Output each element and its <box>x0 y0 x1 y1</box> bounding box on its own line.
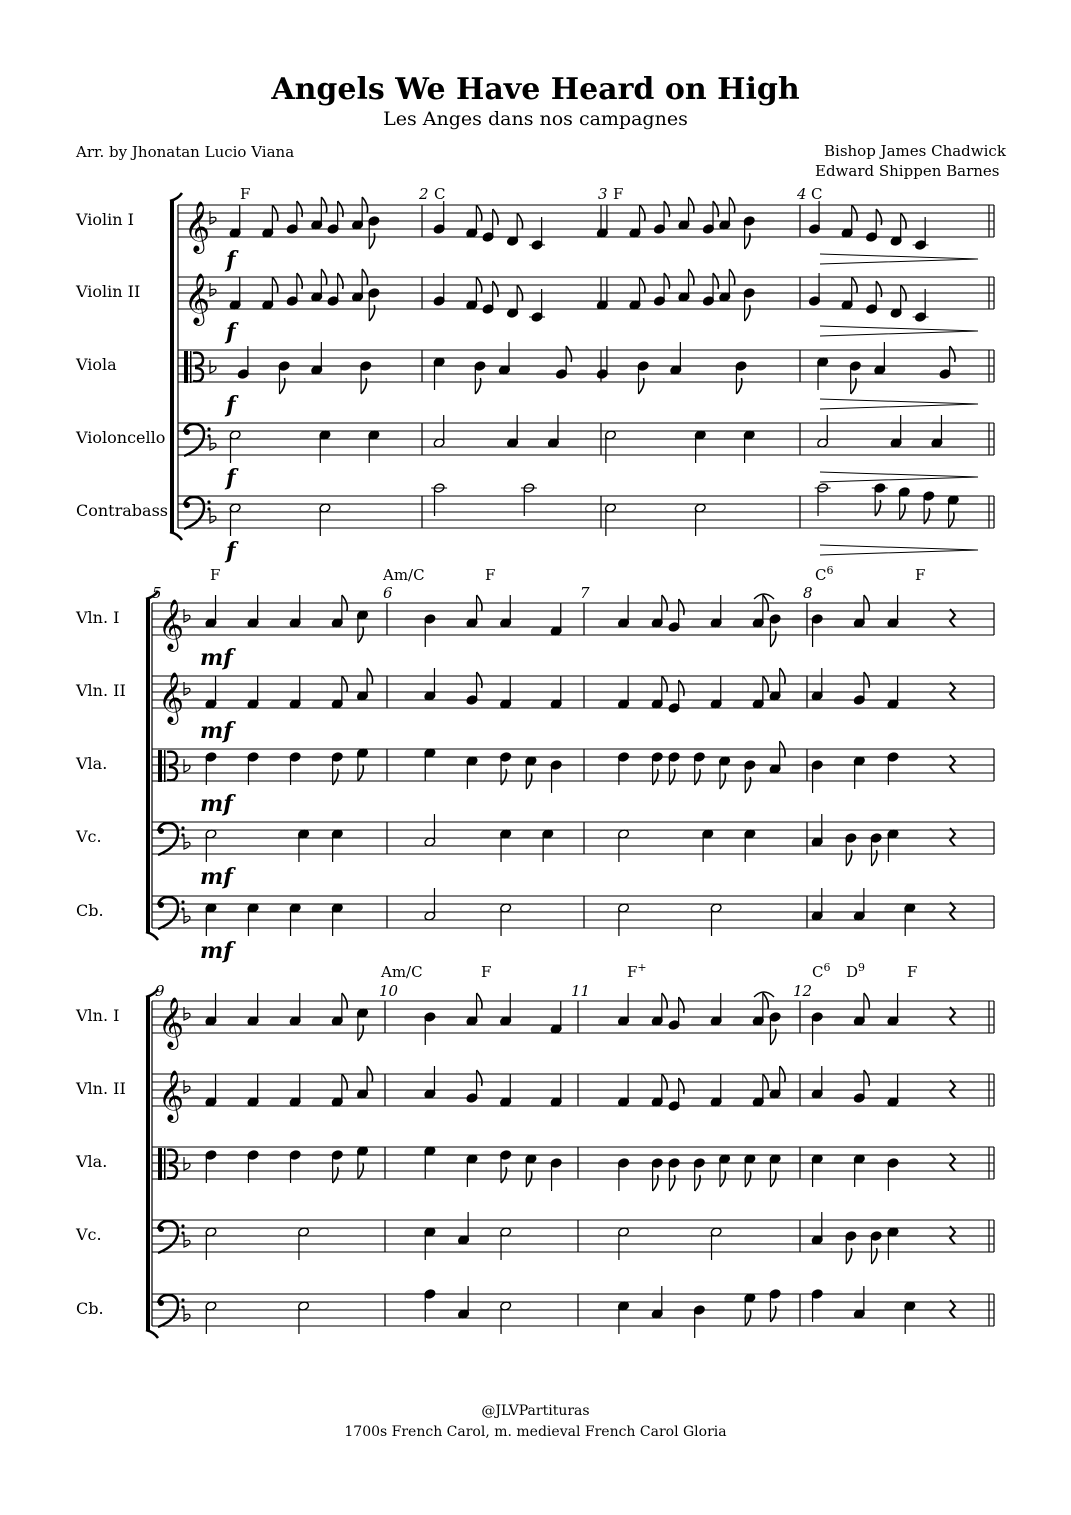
composer-credit: Bishop James Chadwick <box>824 142 1006 160</box>
system-2 <box>75 564 994 964</box>
note-flag <box>653 1175 658 1191</box>
note-flag <box>770 631 775 647</box>
chord-symbol: $D^9$ <box>846 961 866 981</box>
note-flag <box>333 769 338 785</box>
measure-number: 8 <box>803 584 813 602</box>
note-flag <box>501 1167 506 1183</box>
note-flag <box>664 273 669 289</box>
note-flag <box>338 201 343 217</box>
dynamic-marking: mf <box>200 864 233 890</box>
bass-clef-icon <box>158 823 178 855</box>
note-flag <box>475 378 480 394</box>
note-flag <box>369 233 374 249</box>
dynamic-marking: f <box>226 538 236 564</box>
quarter-rest <box>950 828 955 846</box>
footer-handle: @JLVPartituras <box>481 1403 590 1419</box>
note-flag <box>872 850 877 866</box>
note-flag <box>477 1070 482 1086</box>
quarter-rest <box>950 902 955 920</box>
staff <box>152 1066 994 1123</box>
dynamic-marking: f <box>226 319 236 345</box>
instrument-label: Vc. <box>76 1225 102 1244</box>
instrument-label: Vla. <box>76 1152 108 1171</box>
measure-number: 12 <box>793 982 813 1000</box>
note-flag <box>695 769 700 785</box>
quarter-rest <box>950 609 955 627</box>
staff <box>178 415 994 463</box>
note-flag <box>369 305 374 321</box>
measure-number: 3 <box>598 185 608 203</box>
chord-symbol: F <box>240 185 251 203</box>
note-flag <box>669 769 674 785</box>
dynamic-marking: f <box>226 247 236 273</box>
staff <box>152 668 994 725</box>
decrescendo-hairpin <box>820 545 978 555</box>
bass-clef-icon <box>158 897 178 929</box>
staff <box>152 1286 994 1338</box>
note-flag <box>872 1248 877 1264</box>
note-flag <box>501 769 506 785</box>
dynamic-marking: mf <box>200 938 233 964</box>
note-flag <box>679 997 684 1013</box>
dynamic-marking: mf <box>200 791 233 817</box>
note-flag <box>924 508 929 524</box>
note-flag <box>664 201 669 217</box>
decrescendo-hairpin <box>820 399 978 409</box>
note-flag <box>639 378 644 394</box>
note-flag <box>770 1029 775 1045</box>
instrument-label: Contrabass <box>76 501 168 520</box>
note-flag <box>679 680 684 696</box>
note-flag <box>851 378 856 394</box>
note-flag <box>745 233 750 249</box>
quarter-rest <box>950 682 955 700</box>
instrument-label: Violin II <box>76 282 141 301</box>
note-flag <box>566 346 571 362</box>
note-flag <box>875 500 880 516</box>
quarter-rest <box>950 1153 955 1171</box>
system-bracket <box>170 201 174 532</box>
measure-number: 7 <box>580 584 590 602</box>
chord-symbol: F <box>907 963 918 981</box>
staff <box>152 888 994 936</box>
quarter-rest <box>950 1300 955 1318</box>
flat-accidental <box>210 360 216 373</box>
staff <box>178 483 994 536</box>
staff <box>178 342 994 394</box>
arranger-credit: Arr. by Jhonatan Lucio Viana <box>76 143 295 161</box>
system-bracket <box>146 997 150 1330</box>
note-flag <box>846 1248 851 1264</box>
alto-clef-icon <box>158 750 162 782</box>
note-flag <box>653 769 658 785</box>
alto-clef-icon <box>184 351 188 383</box>
dynamic-marking: mf <box>200 645 233 671</box>
instrument-label: Violin I <box>76 210 134 229</box>
chord-symbol: F <box>210 566 221 584</box>
instrument-label: Violoncello <box>76 428 166 447</box>
instrument-label: Vln. I <box>76 608 120 627</box>
note-flag <box>846 850 851 866</box>
bass-clef-icon <box>184 424 204 456</box>
composer-credit-2: Edward Shippen Barnes <box>815 162 1000 180</box>
measure-number: 4 <box>797 185 807 203</box>
decrescendo-hairpin <box>820 254 978 264</box>
chord-symbol: C <box>434 185 446 203</box>
chord-symbol: F <box>485 566 496 584</box>
note-flag <box>876 209 881 225</box>
treble-clef-icon: 𝄞 <box>158 672 185 723</box>
note-flag <box>679 599 684 615</box>
chord-symbol: F <box>915 566 926 584</box>
decrescendo-hairpin <box>820 472 978 482</box>
flat-accidental <box>184 759 190 772</box>
quarter-rest <box>950 755 955 773</box>
instrument-label: Vc. <box>76 827 102 846</box>
instrument-label: Vla. <box>76 754 108 773</box>
dynamic-marking: f <box>226 465 236 491</box>
measure-number: 6 <box>383 584 393 602</box>
note-flag <box>333 1167 338 1183</box>
treble-clef-icon: 𝄞 <box>184 273 211 324</box>
measure-number: 2 <box>419 185 429 203</box>
treble-clef-icon: 𝄞 <box>158 1070 185 1121</box>
treble-clef-icon: 𝄞 <box>184 201 211 252</box>
system-bracket <box>146 599 150 932</box>
instrument-label: Viola <box>76 355 117 374</box>
note-flag <box>864 672 869 688</box>
score-title: Angels We Have Heard on High <box>271 72 800 107</box>
note-flag <box>669 1175 674 1191</box>
alto-clef-icon <box>158 1148 162 1180</box>
note-flag <box>713 273 718 289</box>
instrument-label: Vln. II <box>76 1079 126 1098</box>
note-flag <box>950 346 955 362</box>
instrument-label: Cb. <box>76 901 104 920</box>
note-flag <box>695 1175 700 1191</box>
chord-symbol: $C^6$ <box>812 961 831 981</box>
quarter-rest <box>950 1080 955 1098</box>
dynamic-marking: f <box>226 392 236 418</box>
staff <box>178 197 994 254</box>
note-flag <box>297 273 302 289</box>
note-flag <box>361 378 366 394</box>
note-flag <box>493 209 498 225</box>
note-flag <box>745 305 750 321</box>
note-flag <box>493 281 498 297</box>
staff <box>152 1212 994 1264</box>
treble-clef-icon: 𝄞 <box>158 997 185 1048</box>
staff <box>152 814 994 866</box>
bass-clef-icon <box>158 1295 178 1327</box>
staff <box>152 595 994 652</box>
measure-number: 9 <box>155 982 165 1000</box>
note-flag <box>864 1070 869 1086</box>
measure-number: 10 <box>379 982 399 1000</box>
bass-clef-icon <box>158 1221 178 1253</box>
flat-accidental <box>184 1157 190 1170</box>
staff <box>152 741 994 793</box>
note-flag <box>736 378 741 394</box>
note-flag <box>713 201 718 217</box>
quarter-rest <box>950 1226 955 1244</box>
system-1 <box>75 185 994 564</box>
instrument-label: Cb. <box>76 1299 104 1318</box>
note-flag <box>876 281 881 297</box>
footer-source: 1700s French Carol, m. medieval French Carol Gloria <box>344 1424 727 1440</box>
chord-symbol: $C^6$ <box>815 564 834 584</box>
system-3 <box>75 961 994 1338</box>
bass-clef-icon <box>184 497 204 529</box>
note-flag <box>477 672 482 688</box>
chord-symbol: Am/C <box>383 566 425 584</box>
chord-symbol: Am/C <box>381 963 423 981</box>
measure-number: 5 <box>152 584 162 602</box>
note-flag <box>745 777 750 793</box>
quarter-rest <box>950 1007 955 1025</box>
chord-symbol: F+ <box>627 961 647 981</box>
note-flag <box>679 1078 684 1094</box>
staff <box>152 1146 994 1191</box>
decrescendo-hairpin <box>820 326 978 336</box>
staff <box>152 993 994 1050</box>
measure-number: 11 <box>571 982 591 1000</box>
note-flag <box>338 273 343 289</box>
instrument-label: Vln. II <box>76 681 126 700</box>
note-flag <box>297 201 302 217</box>
dynamic-marking: mf <box>200 718 233 744</box>
treble-clef-icon: 𝄞 <box>158 599 185 650</box>
staff <box>178 269 994 326</box>
note-flag <box>770 1306 775 1322</box>
chord-symbol: F <box>613 185 624 203</box>
note-flag <box>279 378 284 394</box>
instrument-label: Vln. I <box>76 1006 120 1025</box>
score-subtitle: Les Anges dans nos campagnes <box>383 108 688 130</box>
chord-symbol: F <box>481 963 492 981</box>
chord-symbol: C <box>811 185 823 203</box>
